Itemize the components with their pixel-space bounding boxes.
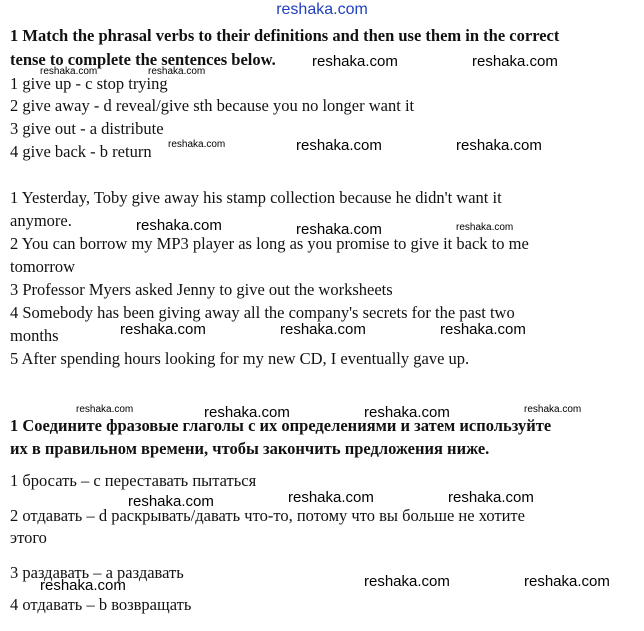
match-item-4: 4 give back - b return	[10, 142, 152, 161]
sentence-1-line-1: 1 Yesterday, Toby give away his stamp collection because he didn't want it	[10, 188, 502, 207]
watermark: reshaka.com	[40, 577, 126, 594]
sentence-1-line-2: anymore.	[10, 211, 72, 230]
watermark: reshaka.com	[148, 66, 206, 77]
sentence-3: 3 Professor Myers asked Jenny to give out the worksheets	[10, 280, 393, 299]
watermark: reshaka.com	[136, 217, 222, 234]
watermark: reshaka.com	[524, 573, 610, 590]
watermark: reshaka.com	[440, 321, 526, 338]
watermark: reshaka.com	[456, 137, 542, 154]
english-title-line-2: tense to complete the sentences below.	[10, 50, 276, 69]
russian-item-2-line-2: этого	[10, 528, 47, 547]
watermark: reshaka.com	[204, 404, 290, 421]
watermark: reshaka.com	[296, 221, 382, 238]
sentence-4-line-2: months	[10, 326, 59, 345]
watermark: reshaka.com	[364, 404, 450, 421]
watermark: reshaka.com	[448, 489, 534, 506]
watermark: reshaka.com	[456, 222, 514, 233]
watermark: reshaka.com	[296, 137, 382, 154]
russian-title-line-2: их в правильном времени, чтобы закончить предложения ниже.	[10, 439, 490, 458]
russian-item-4: 4 отдавать – b возвращать	[10, 595, 192, 614]
watermark: reshaka.com	[120, 321, 206, 338]
sentence-2-line-1: 2 You can borrow my MP3 player as long as you promise to give it back to me	[10, 234, 529, 253]
sentence-2-line-2: tomorrow	[10, 257, 76, 276]
watermark: reshaka.com	[76, 404, 134, 415]
watermark: reshaka.com	[280, 321, 366, 338]
watermark: reshaka.com	[40, 66, 98, 77]
match-item-3: 3 give out - a distribute	[10, 119, 164, 138]
english-title-line-1: 1 Match the phrasal verbs to their definitions and then use them in the correct	[10, 26, 560, 45]
watermark: reshaka.com	[472, 53, 558, 70]
russian-item-1: 1 бросать – с переставать пытаться	[10, 471, 257, 490]
match-item-2: 2 give away - d reveal/give sth because you no longer want it	[10, 96, 415, 115]
russian-item-2-line-1: 2 отдавать – d раскрывать/давать что-то, потому что вы больше не хотите	[10, 506, 525, 525]
watermark: reshaka.com	[312, 53, 398, 70]
russian-title-line-1: 1 Соедините фразовые глаголы с их определениями и затем используйте	[10, 416, 552, 435]
site-header[interactable]: reshaka.com	[276, 1, 368, 18]
sentence-4-line-1: 4 Somebody has been giving away all the company's secrets for the past two	[10, 303, 515, 322]
match-item-1: 1 give up - c stop trying	[10, 74, 168, 93]
watermark: reshaka.com	[288, 489, 374, 506]
watermark: reshaka.com	[128, 493, 214, 510]
watermark: reshaka.com	[524, 404, 582, 415]
russian-item-3: 3 раздавать – а раздавать	[10, 563, 184, 582]
watermark: reshaka.com	[364, 573, 450, 590]
watermark: reshaka.com	[168, 139, 226, 150]
sentence-5: 5 After spending hours looking for my new CD, I eventually gave up.	[10, 349, 470, 368]
